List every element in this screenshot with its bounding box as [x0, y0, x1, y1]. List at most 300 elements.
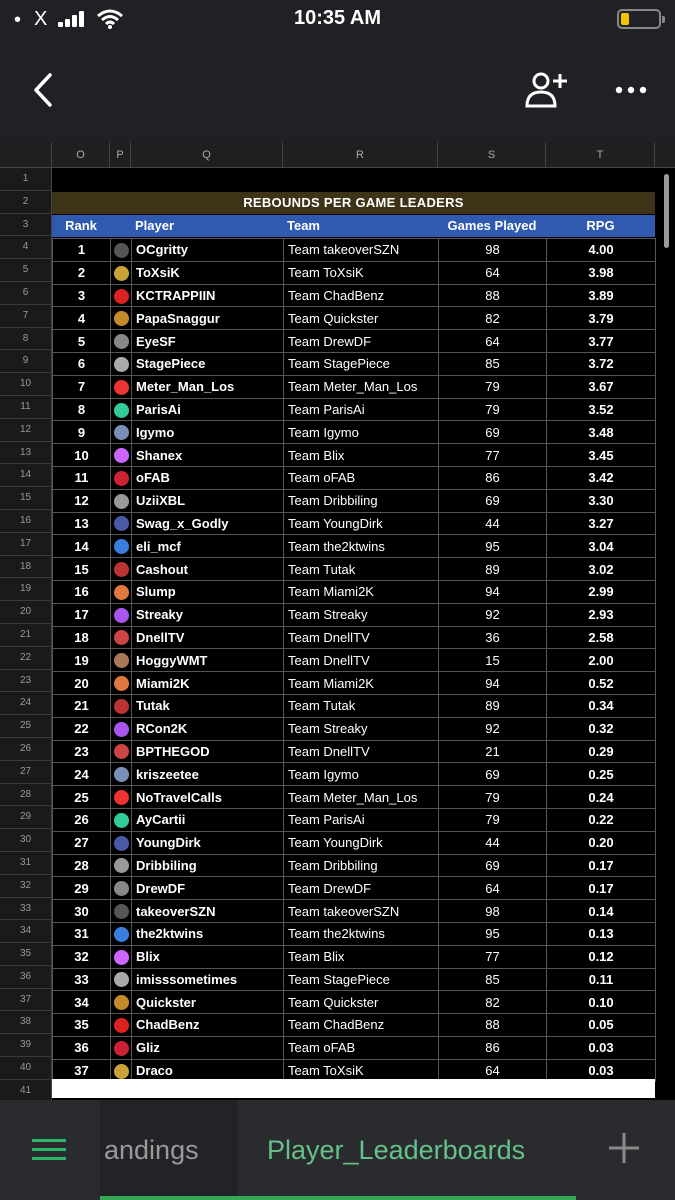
table-row [53, 375, 656, 398]
player-cell[interactable]: kriszeetee [132, 763, 284, 786]
team-logo-cell[interactable] [111, 512, 132, 535]
player-cell[interactable]: Dribbiling [132, 854, 284, 877]
team-logo-icon [114, 995, 129, 1010]
table-row [53, 808, 656, 831]
rank-cell[interactable]: 16 [53, 580, 111, 603]
rpg-cell[interactable]: 3.79 [547, 307, 656, 330]
team-logo-cell[interactable] [111, 330, 132, 353]
games-played-cell[interactable]: 85 [439, 352, 547, 375]
games-played-cell[interactable]: 69 [439, 489, 547, 512]
rpg-cell[interactable]: 0.52 [547, 672, 656, 695]
row-header[interactable]: 32 [0, 875, 52, 898]
team-logo-cell[interactable] [111, 694, 132, 717]
team-cell[interactable]: Team Blix [284, 444, 439, 467]
team-cell[interactable]: Team StagePiece [284, 968, 439, 991]
player-cell[interactable]: ChadBenz [132, 1014, 284, 1037]
player-cell[interactable]: Streaky [132, 603, 284, 626]
corner-cell[interactable] [0, 142, 52, 168]
rank-cell[interactable]: 36 [53, 1036, 111, 1059]
player-cell[interactable]: EyeSF [132, 330, 284, 353]
games-played-cell[interactable]: 86 [439, 1036, 547, 1059]
team-logo-cell[interactable] [111, 352, 132, 375]
games-played-cell[interactable]: 69 [439, 763, 547, 786]
games-played-cell[interactable]: 94 [439, 580, 547, 603]
row-header[interactable]: 16 [0, 510, 52, 533]
rpg-cell[interactable]: 0.34 [547, 694, 656, 717]
team-logo-cell[interactable] [111, 786, 132, 809]
rpg-cell[interactable]: 0.10 [547, 991, 656, 1014]
player-cell[interactable]: DrewDF [132, 877, 284, 900]
header-games-played[interactable]: Games Played [447, 218, 537, 233]
games-played-cell[interactable]: 86 [439, 466, 547, 489]
rpg-cell[interactable]: 4.00 [547, 239, 656, 262]
rpg-cell[interactable]: 2.00 [547, 649, 656, 672]
player-cell[interactable]: Swag_x_Godly [132, 512, 284, 535]
column-header-o[interactable]: O [52, 142, 110, 168]
rpg-cell[interactable]: 3.77 [547, 330, 656, 353]
column-header-q[interactable]: Q [131, 142, 283, 168]
rpg-cell[interactable]: 0.24 [547, 786, 656, 809]
team-logo-cell[interactable] [111, 968, 132, 991]
row-header[interactable]: 25 [0, 715, 52, 738]
team-logo-cell[interactable] [111, 717, 132, 740]
rank-cell[interactable]: 25 [53, 786, 111, 809]
empty-row[interactable] [52, 1079, 655, 1098]
table-title[interactable]: REBOUNDS PER GAME LEADERS [52, 192, 655, 214]
games-played-cell[interactable]: 92 [439, 603, 547, 626]
rank-cell[interactable]: 4 [53, 307, 111, 330]
rpg-cell[interactable]: 3.02 [547, 558, 656, 581]
team-logo-cell[interactable] [111, 1036, 132, 1059]
player-cell[interactable]: Shanex [132, 444, 284, 467]
row-header[interactable]: 22 [0, 647, 52, 670]
team-logo-cell[interactable] [111, 239, 132, 262]
team-cell[interactable]: Team Streaky [284, 717, 439, 740]
team-logo-cell[interactable] [111, 421, 132, 444]
games-played-cell[interactable]: 15 [439, 649, 547, 672]
player-cell[interactable]: Igymo [132, 421, 284, 444]
team-cell[interactable]: Team Tutak [284, 558, 439, 581]
player-cell[interactable]: DnellTV [132, 626, 284, 649]
rank-cell[interactable]: 34 [53, 991, 111, 1014]
team-cell[interactable]: Team Meter_Man_Los [284, 375, 439, 398]
row-header[interactable]: 35 [0, 943, 52, 966]
rank-cell[interactable]: 19 [53, 649, 111, 672]
row-header[interactable]: 30 [0, 829, 52, 852]
player-cell[interactable]: Cashout [132, 558, 284, 581]
row-header[interactable]: 28 [0, 784, 52, 807]
games-played-cell[interactable]: 89 [439, 558, 547, 581]
team-cell[interactable]: Team ParisAi [284, 808, 439, 831]
rank-cell[interactable]: 12 [53, 489, 111, 512]
team-logo-cell[interactable] [111, 740, 132, 763]
games-played-cell[interactable]: 82 [439, 307, 547, 330]
rank-cell[interactable]: 9 [53, 421, 111, 444]
player-cell[interactable]: AyCartii [132, 808, 284, 831]
row-header[interactable]: 24 [0, 692, 52, 715]
rpg-cell[interactable]: 3.89 [547, 284, 656, 307]
games-played-cell[interactable]: 44 [439, 831, 547, 854]
player-cell[interactable]: takeoverSZN [132, 900, 284, 923]
games-played-cell[interactable]: 64 [439, 261, 547, 284]
player-cell[interactable]: OCgritty [132, 239, 284, 262]
row-header[interactable]: 1 [0, 168, 52, 191]
team-logo-cell[interactable] [111, 535, 132, 558]
rank-cell[interactable]: 28 [53, 854, 111, 877]
row-header[interactable]: 10 [0, 373, 52, 396]
row-header[interactable]: 6 [0, 282, 52, 305]
table-row [53, 626, 656, 649]
rpg-cell[interactable]: 0.22 [547, 808, 656, 831]
table-row [53, 330, 656, 353]
row-header[interactable]: 2 [0, 191, 52, 214]
rank-cell[interactable]: 31 [53, 922, 111, 945]
team-logo-cell[interactable] [111, 763, 132, 786]
row-header[interactable]: 17 [0, 533, 52, 556]
rpg-cell[interactable]: 0.17 [547, 877, 656, 900]
player-cell[interactable]: Miami2K [132, 672, 284, 695]
rank-cell[interactable]: 3 [53, 284, 111, 307]
team-logo-icon [114, 1041, 129, 1056]
rank-cell[interactable]: 20 [53, 672, 111, 695]
player-cell[interactable]: Meter_Man_Los [132, 375, 284, 398]
team-cell[interactable]: Team StagePiece [284, 352, 439, 375]
games-played-cell[interactable]: 36 [439, 626, 547, 649]
more-options-icon[interactable] [614, 80, 648, 100]
row-header[interactable]: 34 [0, 920, 52, 943]
row-header[interactable]: 15 [0, 487, 52, 510]
rank-cell[interactable]: 2 [53, 261, 111, 284]
games-played-cell[interactable]: 88 [439, 1014, 547, 1037]
rank-cell[interactable]: 35 [53, 1014, 111, 1037]
team-cell[interactable]: Team Tutak [284, 694, 439, 717]
player-cell[interactable]: Quickster [132, 991, 284, 1014]
rpg-cell[interactable]: 3.98 [547, 261, 656, 284]
team-cell[interactable]: Team Quickster [284, 307, 439, 330]
player-cell[interactable]: Draco [132, 1059, 284, 1082]
player-cell[interactable]: PapaSnaggur [132, 307, 284, 330]
row-header[interactable]: 29 [0, 806, 52, 829]
row-header[interactable]: 11 [0, 396, 52, 419]
team-logo-cell[interactable] [111, 831, 132, 854]
player-cell[interactable]: HoggyWMT [132, 649, 284, 672]
row-header[interactable]: 20 [0, 601, 52, 624]
header-player[interactable]: Player [135, 218, 175, 233]
rank-cell[interactable]: 26 [53, 808, 111, 831]
row-header[interactable]: 27 [0, 761, 52, 784]
player-cell[interactable]: ToXsiK [132, 261, 284, 284]
games-played-cell[interactable]: 77 [439, 444, 547, 467]
rank-cell[interactable]: 13 [53, 512, 111, 535]
row-header[interactable]: 13 [0, 442, 52, 465]
row-header[interactable]: 14 [0, 464, 52, 487]
row-header[interactable]: 8 [0, 328, 52, 351]
rpg-cell[interactable]: 0.03 [547, 1059, 656, 1082]
team-logo-cell[interactable] [111, 672, 132, 695]
row-header[interactable]: 38 [0, 1011, 52, 1034]
row-header[interactable]: 21 [0, 624, 52, 647]
games-played-cell[interactable]: 79 [439, 786, 547, 809]
games-played-cell[interactable]: 89 [439, 694, 547, 717]
games-played-cell[interactable]: 98 [439, 239, 547, 262]
row-header[interactable]: 36 [0, 966, 52, 989]
row-header[interactable]: 31 [0, 852, 52, 875]
player-cell[interactable]: the2ktwins [132, 922, 284, 945]
team-logo-cell[interactable] [111, 398, 132, 421]
games-played-cell[interactable]: 85 [439, 968, 547, 991]
row-header[interactable]: 39 [0, 1034, 52, 1057]
team-cell[interactable]: Team Igymo [284, 763, 439, 786]
rpg-cell[interactable]: 3.67 [547, 375, 656, 398]
player-cell[interactable]: StagePiece [132, 352, 284, 375]
plus-icon[interactable] [606, 1130, 642, 1166]
rpg-cell[interactable]: 3.45 [547, 444, 656, 467]
team-cell[interactable]: Team oFAB [284, 1036, 439, 1059]
team-logo-icon [114, 562, 129, 577]
games-played-cell[interactable]: 79 [439, 375, 547, 398]
column-header-s[interactable]: S [438, 142, 546, 168]
header-rank[interactable]: Rank [65, 218, 97, 233]
team-cell[interactable]: Team DnellTV [284, 740, 439, 763]
rank-cell[interactable]: 11 [53, 466, 111, 489]
column-header-p[interactable]: P [110, 142, 131, 168]
games-played-cell[interactable]: 94 [439, 672, 547, 695]
table-row [53, 1014, 656, 1037]
row-header[interactable]: 7 [0, 305, 52, 328]
rpg-cell[interactable]: 2.58 [547, 626, 656, 649]
team-cell[interactable]: Team Quickster [284, 991, 439, 1014]
player-cell[interactable]: UziiXBL [132, 489, 284, 512]
rpg-cell[interactable]: 2.99 [547, 580, 656, 603]
table-row [53, 1036, 656, 1059]
player-cell[interactable]: NoTravelCalls [132, 786, 284, 809]
row-header[interactable]: 23 [0, 670, 52, 693]
player-cell[interactable]: Gliz [132, 1036, 284, 1059]
leaders-table [52, 238, 656, 1082]
player-cell[interactable]: oFAB [132, 466, 284, 489]
rpg-cell[interactable]: 3.72 [547, 352, 656, 375]
games-played-cell[interactable]: 88 [439, 284, 547, 307]
team-logo-cell[interactable] [111, 489, 132, 512]
rank-cell[interactable]: 10 [53, 444, 111, 467]
rank-cell[interactable]: 22 [53, 717, 111, 740]
games-played-cell[interactable]: 79 [439, 398, 547, 421]
player-cell[interactable]: eli_mcf [132, 535, 284, 558]
team-cell[interactable]: Team oFAB [284, 466, 439, 489]
team-cell[interactable]: Team ParisAi [284, 398, 439, 421]
team-logo-cell[interactable] [111, 284, 132, 307]
team-logo-cell[interactable] [111, 808, 132, 831]
rpg-cell[interactable]: 0.13 [547, 922, 656, 945]
team-cell[interactable]: Team ChadBenz [284, 284, 439, 307]
rpg-cell[interactable]: 0.03 [547, 1036, 656, 1059]
row-header[interactable]: 37 [0, 989, 52, 1012]
player-cell[interactable]: YoungDirk [132, 831, 284, 854]
team-cell[interactable]: Team Miami2K [284, 672, 439, 695]
player-cell[interactable]: imisssometimes [132, 968, 284, 991]
team-logo-cell[interactable] [111, 580, 132, 603]
team-cell[interactable]: Team Dribbiling [284, 489, 439, 512]
games-played-cell[interactable]: 95 [439, 535, 547, 558]
rpg-cell[interactable]: 0.14 [547, 900, 656, 923]
add-person-icon[interactable] [524, 70, 568, 110]
games-played-cell[interactable]: 64 [439, 877, 547, 900]
team-cell[interactable]: Team ToXsiK [284, 1059, 439, 1082]
team-logo-cell[interactable] [111, 603, 132, 626]
team-cell[interactable]: Team DnellTV [284, 626, 439, 649]
rpg-cell[interactable]: 0.29 [547, 740, 656, 763]
table-row [53, 239, 656, 262]
team-cell[interactable]: Team Dribbiling [284, 854, 439, 877]
rpg-cell[interactable]: 0.20 [547, 831, 656, 854]
player-cell[interactable]: RCon2K [132, 717, 284, 740]
row-header[interactable]: 4 [0, 236, 52, 259]
rank-cell[interactable]: 21 [53, 694, 111, 717]
games-played-cell[interactable]: 98 [439, 900, 547, 923]
header-rpg[interactable]: RPG [586, 218, 615, 233]
games-played-cell[interactable]: 92 [439, 717, 547, 740]
team-logo-cell[interactable] [111, 877, 132, 900]
team-cell[interactable]: Team Meter_Man_Los [284, 786, 439, 809]
rank-cell[interactable]: 7 [53, 375, 111, 398]
rank-cell[interactable]: 27 [53, 831, 111, 854]
player-cell[interactable]: Slump [132, 580, 284, 603]
team-logo-cell[interactable] [111, 922, 132, 945]
team-cell[interactable]: Team Streaky [284, 603, 439, 626]
rpg-cell[interactable]: 0.12 [547, 945, 656, 968]
app-header [0, 0, 675, 142]
rpg-cell[interactable]: 3.48 [547, 421, 656, 444]
back-button[interactable] [28, 72, 58, 108]
team-logo-cell[interactable] [111, 900, 132, 923]
games-played-cell[interactable]: 82 [439, 991, 547, 1014]
rpg-cell[interactable]: 3.27 [547, 512, 656, 535]
tab-standings[interactable]: andings [100, 1100, 238, 1200]
sheet-list-icon[interactable] [32, 1135, 66, 1165]
team-cell[interactable]: Team DrewDF [284, 330, 439, 353]
rpg-cell[interactable]: 0.25 [547, 763, 656, 786]
team-cell[interactable]: Team the2ktwins [284, 535, 439, 558]
player-cell[interactable]: Tutak [132, 694, 284, 717]
rank-cell[interactable]: 1 [53, 239, 111, 262]
row-header[interactable]: 26 [0, 738, 52, 761]
rank-cell[interactable]: 30 [53, 900, 111, 923]
rpg-cell[interactable]: 0.11 [547, 968, 656, 991]
row-header[interactable]: 33 [0, 898, 52, 921]
rpg-cell[interactable]: 3.52 [547, 398, 656, 421]
player-cell[interactable]: KCTRAPPIIN [132, 284, 284, 307]
rpg-cell[interactable]: 0.32 [547, 717, 656, 740]
team-cell[interactable]: Team the2ktwins [284, 922, 439, 945]
games-played-cell[interactable]: 77 [439, 945, 547, 968]
player-cell[interactable]: BPTHEGOD [132, 740, 284, 763]
row-header[interactable]: 40 [0, 1057, 52, 1080]
team-logo-cell[interactable] [111, 444, 132, 467]
games-played-cell[interactable]: 64 [439, 1059, 547, 1082]
team-logo-cell[interactable] [111, 466, 132, 489]
rpg-cell[interactable]: 3.04 [547, 535, 656, 558]
rank-cell[interactable]: 33 [53, 968, 111, 991]
rank-cell[interactable]: 6 [53, 352, 111, 375]
team-logo-icon [114, 380, 129, 395]
team-logo-cell[interactable] [111, 854, 132, 877]
team-logo-cell[interactable] [111, 626, 132, 649]
column-header-r[interactable]: R [283, 142, 438, 168]
row-header[interactable]: 3 [0, 214, 52, 237]
rpg-cell[interactable]: 3.42 [547, 466, 656, 489]
team-cell[interactable]: Team Blix [284, 945, 439, 968]
rpg-cell[interactable]: 0.17 [547, 854, 656, 877]
rank-cell[interactable]: 24 [53, 763, 111, 786]
rpg-cell[interactable]: 0.05 [547, 1014, 656, 1037]
header-team[interactable]: Team [287, 218, 320, 233]
team-cell[interactable]: Team takeoverSZN [284, 239, 439, 262]
team-logo-cell[interactable] [111, 375, 132, 398]
row-header[interactable]: 18 [0, 556, 52, 579]
games-played-cell[interactable]: 21 [439, 740, 547, 763]
team-cell[interactable]: Team YoungDirk [284, 831, 439, 854]
rank-cell[interactable]: 29 [53, 877, 111, 900]
games-played-cell[interactable]: 44 [439, 512, 547, 535]
team-cell[interactable]: Team ToXsiK [284, 261, 439, 284]
team-cell[interactable]: Team DnellTV [284, 649, 439, 672]
team-logo-icon [114, 699, 129, 714]
rpg-cell[interactable]: 3.30 [547, 489, 656, 512]
rank-cell[interactable]: 37 [53, 1059, 111, 1082]
rank-cell[interactable]: 23 [53, 740, 111, 763]
team-logo-cell[interactable] [111, 945, 132, 968]
team-cell[interactable]: Team ChadBenz [284, 1014, 439, 1037]
games-played-cell[interactable]: 69 [439, 421, 547, 444]
rank-cell[interactable]: 18 [53, 626, 111, 649]
team-cell[interactable]: Team Igymo [284, 421, 439, 444]
team-logo-cell[interactable] [111, 261, 132, 284]
player-cell[interactable]: ParisAi [132, 398, 284, 421]
team-logo-cell[interactable] [111, 558, 132, 581]
vertical-scrollbar[interactable] [664, 174, 669, 248]
rpg-cell[interactable]: 2.93 [547, 603, 656, 626]
games-played-cell[interactable]: 69 [439, 854, 547, 877]
team-logo-cell[interactable] [111, 1014, 132, 1037]
row-header[interactable]: 19 [0, 578, 52, 601]
row-header[interactable]: 9 [0, 350, 52, 373]
player-cell[interactable]: Blix [132, 945, 284, 968]
rank-cell[interactable]: 5 [53, 330, 111, 353]
team-logo-cell[interactable] [111, 307, 132, 330]
rank-cell[interactable]: 15 [53, 558, 111, 581]
games-played-cell[interactable]: 95 [439, 922, 547, 945]
rank-cell[interactable]: 17 [53, 603, 111, 626]
table-row [53, 444, 656, 467]
team-cell[interactable]: Team takeoverSZN [284, 900, 439, 923]
row-header[interactable]: 12 [0, 419, 52, 442]
rank-cell[interactable]: 32 [53, 945, 111, 968]
team-cell[interactable]: Team DrewDF [284, 877, 439, 900]
team-logo-cell[interactable] [111, 991, 132, 1014]
rank-cell[interactable]: 14 [53, 535, 111, 558]
row-header[interactable]: 41 [0, 1080, 52, 1103]
spreadsheet-grid[interactable] [0, 142, 675, 1100]
row-header[interactable]: 5 [0, 259, 52, 282]
games-played-cell[interactable]: 64 [439, 330, 547, 353]
team-cell[interactable]: Team Miami2K [284, 580, 439, 603]
tab-player-leaderboards[interactable]: Player_Leaderboards [238, 1100, 576, 1200]
team-logo-cell[interactable] [111, 649, 132, 672]
team-cell[interactable]: Team YoungDirk [284, 512, 439, 535]
rank-cell[interactable]: 8 [53, 398, 111, 421]
column-header-t[interactable]: T [546, 142, 655, 168]
games-played-cell[interactable]: 79 [439, 808, 547, 831]
